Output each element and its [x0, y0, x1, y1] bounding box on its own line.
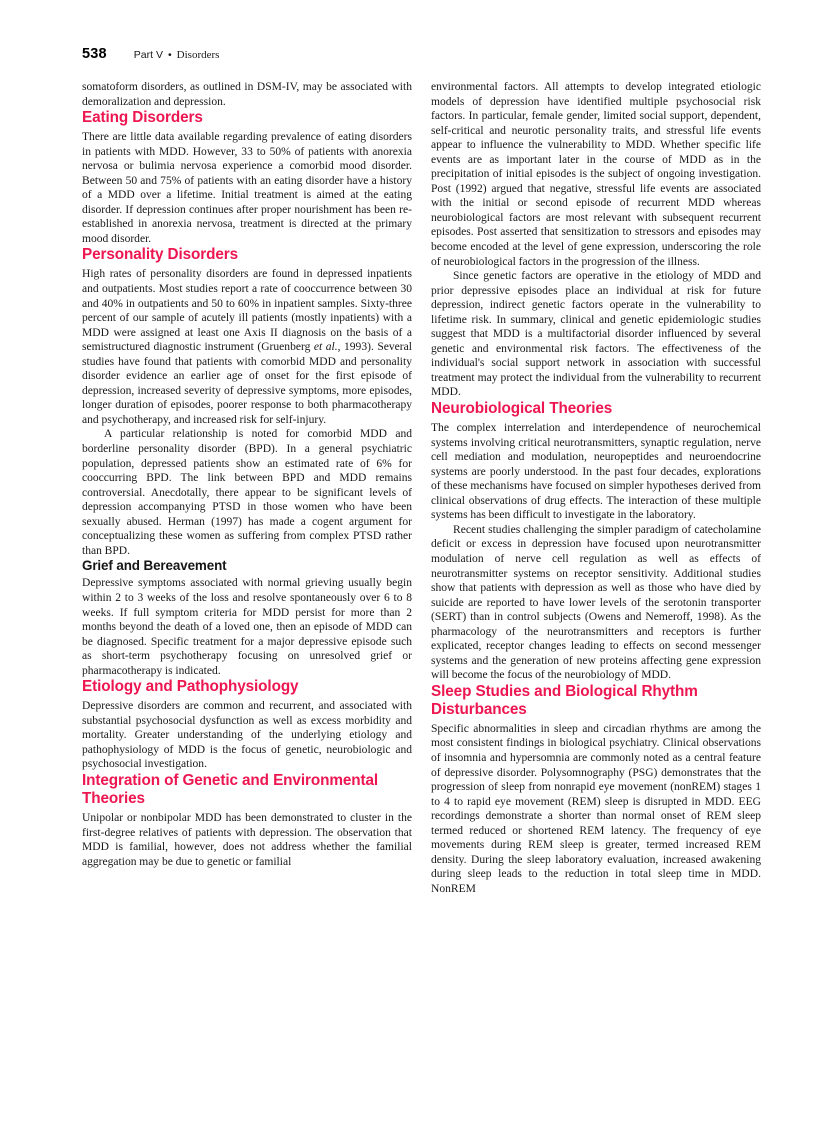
paragraph: Recent studies challenging the simpler paradigm of catecholamine deficit or excess in depression have focused upon neurotransmitter modulation of nerve cell regulation as well as effects of neurotransmitter systems on receptor sensitivity. Additional studies show that patients with depression as well as those who have died by suicide are reported to have lower levels of the serotonin transporter (SERT) than in control subjects (Owens and Nemeroff, 1998). As the pharmacology of the neurotransmitters and receptors is further explicated, receptor changes leading to effects on second messenger systems and the generation of new proteins affecting gene expression will become the focus of the neurobiology of MDD.: [431, 523, 761, 682]
two-column-body: [82, 80, 761, 1055]
left-column: [82, 80, 412, 1055]
right-column: [431, 80, 761, 1055]
paragraph-continued: environmental factors. All attempts to develop integrated etiologic models of depression have identified multiple psychosocial risk factors. In particular, female gender, limited social support, dependent, self-critical and neurotic personality traits, and stressful life events appear to influence the vulnerability to MDD. Whether specific life events are as important later in the course of MDD as in the precipitation of initial episodes is the subject of ongoing investigation. Post (1992) argued that negative, stressful life events are associated with the initial or second episode of recurrent MDD whereas neurobiological factors are most relevant with subsequent recurrent episodes. Post asserted that sensitization to stressors and episodes may become encoded at the level of gene expression, underscoring the role of neurobiological factors in the progression of the illness.: [431, 81, 761, 268]
paragraph-continued: somatoform disorders, as outlined in DSM-IV, may be associated with demoralization and depression.: [82, 81, 412, 108]
paragraph: Unipolar or nonbipolar MDD has been demonstrated to cluster in the first-degree relatives of patients with depression. The observation that MDD is familial, however, does not address whether the familial aggregation may be due to genetic or familial: [82, 811, 412, 868]
paragraph: Depressive disorders are common and recurrent, and associated with substantial psychosocial dysfunction as well as excess morbidity and mortality. Greater understanding of the underlying etiology and pathophysiology of MDD is the focus of genetic, neurobiologic and psychosocial investigation.: [82, 700, 412, 771]
running-head: [82, 46, 219, 62]
heading-personality-disorders: Personality Disorders: [82, 246, 239, 264]
paragraph: There are little data available regarding prevalence of eating disorders in patients with MDD. However, 33 to 50% of patients with anorexia nervosa or bulimia nervosa experience a comorbid mood disorder. Between 50 and 75% of patients with an eating disorder have a history of a MDD over a lifetime. Initial treatment is aimed at the eating disorder. If depression continues after proper nourishment has been re-established in anorexia nervosa, treatment is directed at the primary mood disorder.: [82, 131, 412, 245]
running-head-bullet: •: [167, 49, 172, 61]
paragraph: Depressive symptoms associated with normal grieving usually begin within 2 to 3 weeks of the loss and resolve spontaneously over 6 to 8 weeks. If full symptom criteria for MDD persist for more than 2 months beyond the death of a loved one, then an episode of MDD can be diagnosed. Specific treatment for a major depressive episode such as short-term psychotherapy focusing on unresolved grief or pharmacotherapy is indicated.: [82, 577, 412, 677]
citation-et-al: et al.: [313, 341, 338, 354]
running-head-section: Disorders: [176, 49, 220, 61]
page-number: 538: [82, 46, 107, 62]
heading-etiology-and-pathophysiology: Etiology and Pathophysiology: [82, 678, 299, 696]
paragraph: A particular relationship is noted for comorbid MDD and borderline personality disorder (BPD). In a general psychiatric population, depressed patients show an estimated rate of 6% for cooccurring BPD. The link between BPD and MDD remains controversial. Anecdotally, there appear to be significant levels of depression accompanying PTSD in those women who have been sexually abused. Herman (1997) has made a cogent argument for conceptualizing these women as suffering from complex PTSD rather than BPD.: [82, 428, 412, 557]
heading-sleep-studies-and-biological-rhythm-disturbances: Sleep Studies and Biological Rhythm Disturbances: [431, 682, 698, 718]
paragraph: Since genetic factors are operative in the etiology of MDD and prior depressive episodes place an individual at risk for future depression, indirect genetic factors operate in the vulnerability to lifetime risk. In summary, clinical and genetic epidemiologic studies suggest that MDD is a multifactorial disorder influenced by several genetic and environmental risk factors. The effectiveness of the individual's social support network in association with successful treatment may protect the individual from the vulnerability to recurrent MDD.: [431, 270, 761, 399]
paragraph: Specific abnormalities in sleep and circadian rhythms are among the most consistent findings in biological psychiatry. Clinical observations of insomnia and hypersomnia are commonly noted as a central feature of depressive disorder. Polysomnography (PSG) demonstrates that the progression of sleep from nonrapid eye movement (nonREM) stages 1 to 4 to rapid eye movement (REM) sleep is disrupted in MDD. EEG recordings demonstrate a shorter than normal onset of REM sleep termed reduced or shortened REM latency. The frequency of eye movements during REM sleep is greater, termed increased REM density. During the sleep laboratory evaluation, increased awakening during sleep leads to the reduction in total sleep time in MDD. NonREM: [431, 722, 761, 895]
heading-integration-of-genetic-and-environmental-theories: Integration of Genetic and Environmental Theories: [82, 771, 379, 807]
paragraph: The complex interrelation and interdependence of neurochemical systems involving critical neurotransmitters, synaptic regulation, nerve cell mediation and modulation, neuropeptides and neuroendocrine systems are poorly understood. In the past four decades, explorations of these mechanisms have focused on simpler hypotheses derived from clinical observations of drug effects. The interaction of these multiple systems has been difficult to investigate in the laboratory.: [431, 422, 761, 522]
running-head-part: Part V: [133, 49, 163, 61]
heading-grief-and-bereavement: Grief and Bereavement: [82, 558, 227, 574]
heading-neurobiological-theories: Neurobiological Theories: [431, 400, 613, 418]
paragraph: High rates of personality disorders are found in depressed inpatients and outpatients. Most studies report a rate of cooccurrence between 30 and 40% in outpatients and 50 to 60% in inpatient samples. Sixty-three percent of our sample of acutely ill patients (mostly inpatients) with a MDD were assigned at least one Axis II diagnosis on the basis of a semistructured diagnostic instrument (Gruenberg et al., 1993). Several studies have found that patients with comorbid MDD and personality disorder evidence an earlier age of onset for the first episode of depression, increased severity of depressive symptoms, more episodes, longer duration of episodes, poorer response to both pharmacotherapy and psychotherapy, and increased risk for self-injury.: [82, 268, 412, 426]
heading-eating-disorders: Eating Disorders: [82, 109, 203, 127]
